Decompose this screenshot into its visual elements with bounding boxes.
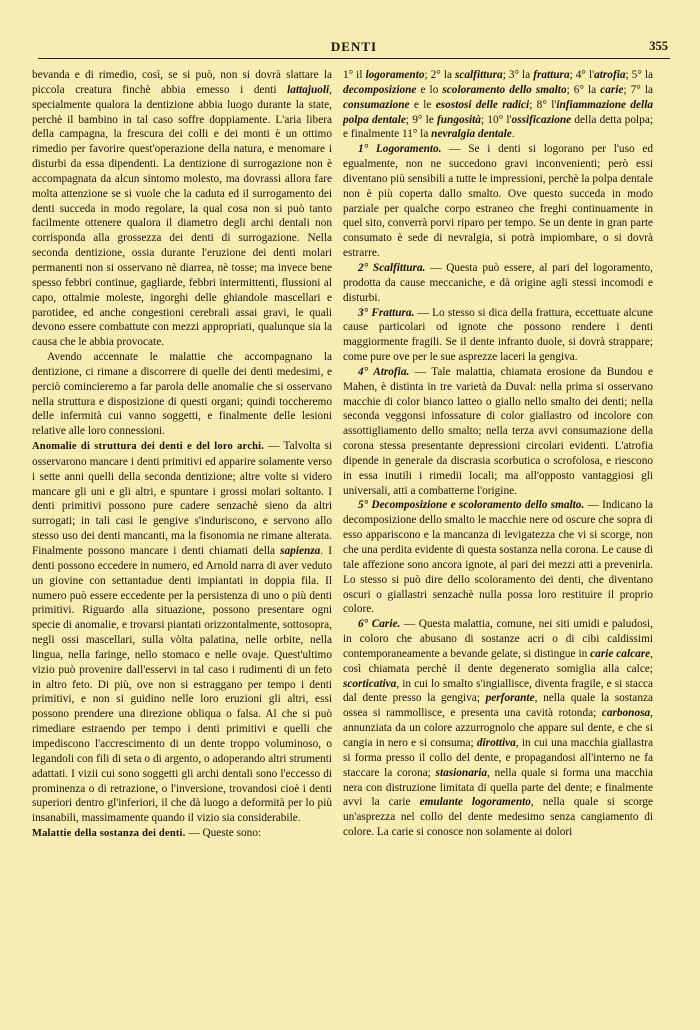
section-malattie-sostanza: Malattie della sostanza dei denti. — Queste sono: [32, 827, 262, 840]
list-item-term: scoloramento dello smalto [442, 83, 567, 96]
section-atrofia: 4° Atrofia. — Tale malattia, chiamata erosione da Bundou e Mahen, è distinta in tre varietà da Duval: nella prima si osservano macchie di color bianco latteo o giallo nello smalto dei denti; nella seconda veggonsi infossature di color giallastro od incolore con assottigliamento dello smalto; nella terza avvi consumazione della corona stessa presentante depressioni circolari evidenti. L'atrofia dipende in generale da discrasia scorbutica o scrofolosa, e riescono in essa inutili i rimedii locali; ma all'opposto vantaggiosi gli universali, atti a combatterne l'origine. [343, 365, 653, 497]
list-item-term: frattura [533, 69, 570, 81]
list-item-term: nevralgia dentale [431, 128, 512, 141]
list-item-number: ; 6° la [566, 83, 601, 96]
list-item-number: ; 5° la [625, 69, 653, 81]
list-item-term: scalfittura [454, 69, 503, 81]
list-item-term: consumazione [343, 98, 410, 111]
list-item-number: ; 10° l' [480, 113, 512, 126]
list-item-number: ; 9° le [405, 113, 437, 126]
list-item-term: logoramento [365, 69, 425, 81]
section-decomposizione: 5° Decomposizione e scoloramento dello smalto. — Indicano la decomposizione dello smalto le macchie nere od oscure che sopra di esso appariscono e la mancanza di levigatezza che vi si scorge, non che una perdita evidente di questa sostanza nella corona. Le cause di tale affezione sono ancora ignote, al pari dei mezzi atti a prevenirla. Lo stesso si può dire dello scoloramento dei denti, che diventano oscuri o giallastri senzachè nulla possa loro restituire il proprio colore. [343, 499, 653, 616]
list-of-diseases [343, 68, 653, 142]
list-item-term: infiammazione della polpa dentale [343, 98, 653, 126]
left-column [32, 68, 332, 842]
section-heading: Malattie della sostanza dei denti. [32, 828, 186, 840]
list-item-number: ; 4° l' [569, 69, 595, 81]
list-item-number: ; 7° la [623, 83, 653, 96]
paragraph-dentition-remedies: bevanda e di rimedio, così, se si può, non si dovrà slattare la piccola creatura finchè abbia emesso i denti lattajuoli, specialmente qualora la dentizione abbia luogo durante la state, perchè il bambino in tal caso soffre doppiamente. L'aria libera della campagna, la frescura dei colli e dei monti è un ottimo rimedio per favorire quest'operazione della natura, e menomare i disturbi da essa dipendenti. La dentizione di surrogazione non è accompagnata da alcun sintomo molesto, ma dovrassi allora fare molta attenzione se si vuole che la caduta ed il surrogamento dei denti succeda in modo regolare, la qual cosa non si può tanto facilmente ottenere qualora il diametro degli archi dentali non corrisponda alla grossezza dei denti di surrogazione. Nella seconda dentizione, ossia durante l'eruzione dei denti molari permanenti non si osservano nè diarrea, nè tosse; ma invece bene spesso febbri continue, gagliarde, febbri intermittenti, flussioni al capo, ottalmie moleste, ingorghi delle ghiandole mascellari e parotidee, ed anche congestioni cerebrali assai gravi, le quali devono essere combattute con mezzi appropriati, qualunque sia la causa che le abbia provocate. [32, 69, 332, 349]
list-item-number: della detta polpa; e finalmente 11° la [343, 113, 653, 141]
right-column [343, 68, 653, 840]
list-item-number: e lo [416, 83, 443, 96]
list-item-number: ; 8° l' [529, 98, 557, 111]
list-item-term: esostosi delle radici [435, 98, 530, 111]
list-item-term: fungosità [437, 113, 481, 126]
section-logoramento: 1° Logoramento. — Se i denti si logorano per l'uso ed egualmente, non ne succedono gravi inconvenienti; però essi diventano più sensibili a tutte le impressioni, perchè la polpa dentale non è più coperta dallo smalto. Ove questo succeda in modo parziale per qualche corpo estraneo che freghi continuamente in quel sito, converrà porvi riparo per tempo. Se un dente in gran parte consumato è sede di nevralgia, si potrà impiombare, o si dovrà estrarre. [343, 143, 653, 260]
section-frattura: 3° Frattura. — Lo stesso si dica della frattura, eccettuate alcune cause particolari od ignote che possono rendere i denti maggiormente fragili. Se il dente infranto duole, si dovrà strappare; come pure ove per le sue asprezze laceri la gengiva. [343, 306, 653, 364]
page-number: 355 [649, 39, 668, 53]
list-item-number: ; 3° la [502, 69, 534, 81]
running-header [38, 36, 670, 59]
list-item-term: ossificazione [511, 113, 572, 126]
list-end: . [511, 128, 515, 141]
running-title: DENTI [330, 39, 378, 54]
section-anomalie-struttura: Anomalie di struttura dei denti e del loro archi. — Talvolta si osservarono mancare i denti primitivi ed apparire solamente verso i sette anni quelli della seconda dentizione; altre volte si videro mancare gli uni e gli altri, e spuntare i grossi molari soltanto. I denti primitivi possono pure cadere senzachè sieno da altri surrogati; in tali casi le gengive s'induriscono, e servono allo stesso uso dei denti mancanti, ma la fisonomia ne rimane alterata. Finalmente possono mancare i denti chiamati della sapienza. I denti possono eccedere in numero, ed Arnold narra di aver veduto un giovine con settantadue denti impiantati in doppia fila. Il numero può essere eccedente per la persistenza di uno o più denti primitivi. Riguardo alla situazione, possono presentare ogni specie di anomalie, e trovarsi piantati orizzontalmente, sottosopra, negli ossi mascellari, sulla vòlta palatina, nelle orbite, nella lingua, nella faringe, nello stomaco e nelle ovaje. Quest'ultimo vizio può provenire dall'esservi in tal caso i rudimenti di un feto in altro feto. Di più, ove non si estraggano per tempo i denti primitivi, e non si guidino nelle loro eruzioni gli altri, essi possono prendere una direzione obliqua o falsa. Al che si può rimediare estraendo per tempo i denti primitivi e quelli che impediscono l'accrescimento di un dente troppo voluminoso, o legandoli con fili di seta o di argento, o adoperando altri strumenti adattati. I vizii cui sono soggetti gli archi dentali sono l'eccesso di prominenza o di retrazione, o l'inversione, trovandosi cioè i denti superiori dentro gl'inferiori, il che dà luogo a deformità per lo più insanabili, massimamente quando il vizio sia considerabile. [32, 440, 332, 825]
list-item-term: decomposizione [343, 83, 417, 96]
section-carie: 6° Carie. — Questa malattia, comune, nei siti umidi e paludosi, in coloro che abusano di sostanze acri o di cibi caldissimi contemporaneamente a bevande gelate, si distingue in carie calcare, così chiamata perchè il dente degenerato somiglia alla calce; scorticativa, in cui lo smalto s'ingiallisce, diventa fragile, e si stacca dal dente presso la gengiva; perforante, nella quale la sostanza ossea si rammollisce, e presenta una cavità rotonda; carbonosa, annunziata da un colore azzurrognolo che appare sul dente, e che si cangia in nero e si consuma; dirottiva, in cui una macchia giallastra si forma presso il collo del dente, e propagandosi all'interno ne fa staccare la corona; stasionaria, nella quale si forma una macchia nera con distruzione limitata di quella parte del dente; e finalmente avvi la carie emulante logoramento, nella quale si scorge un'asprezza nel collo del dente medesimo senza cangiamento di colore. La carie si conosce non solamente ai dolori [343, 618, 654, 839]
section-scalfittura: 2° Scalfittura. — Questa può essere, al pari del logoramento, prodotta da cause meccaniche, e dà origine agli stessi incomodi e disturbi. [343, 261, 653, 304]
section-heading: Anomalie di struttura dei denti e del loro archi. [32, 441, 265, 453]
list-item-number: ; 2° la [424, 69, 455, 81]
list-item-number: 1° il [343, 69, 366, 81]
paragraph-introduction-anomalies: Avendo accennate le malattie che accompagnano la dentizione, ci rimane a discorrere di quelle dei denti medesimi, e perciò comincieremo a far parola delle anomalie che si osservano nella struttura e disposizione di questi organi; quindi toccheremo delle infermità cui vanno soggetti, e finalmente delle lesioni relative alle loro connessioni. [32, 351, 332, 438]
list-item-term: atrofia [594, 69, 626, 81]
list-item-term: carie [600, 83, 624, 96]
list-item-number: e le [409, 98, 436, 111]
